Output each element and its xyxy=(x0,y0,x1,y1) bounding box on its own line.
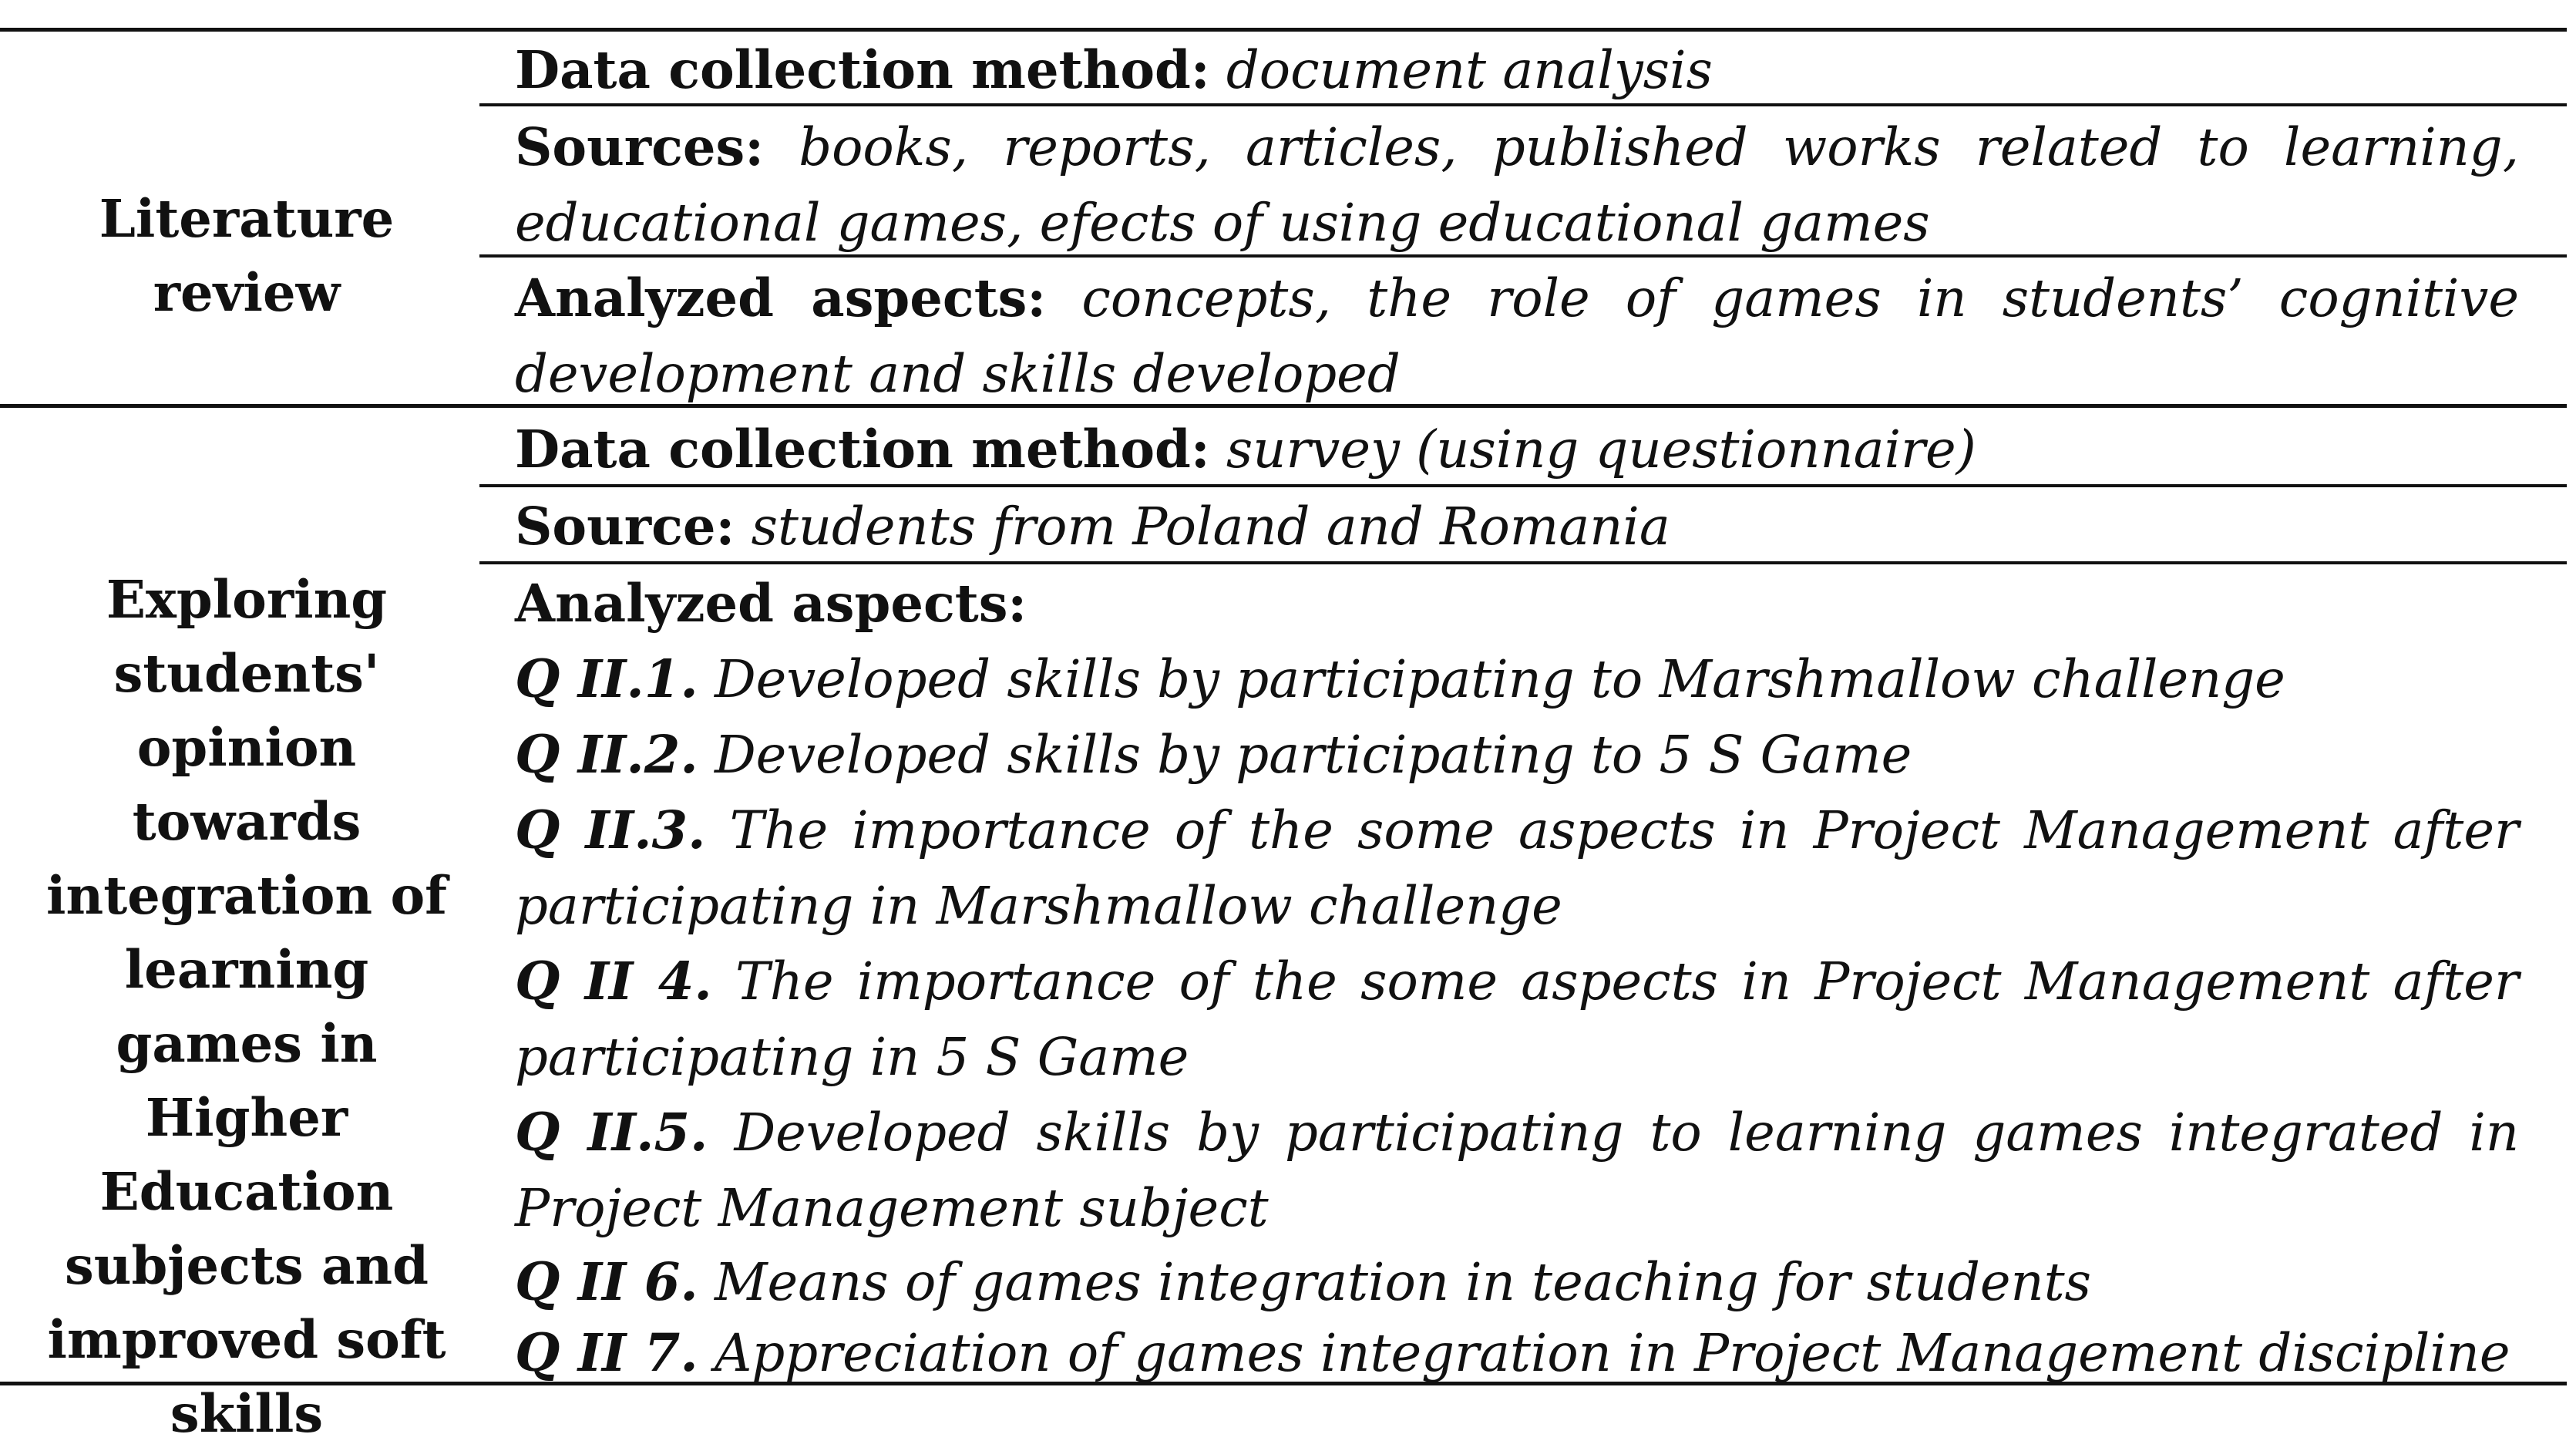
cell-label: Source: xyxy=(515,496,735,557)
table-cell xyxy=(515,489,2519,564)
question-text: Developed skills by participating to Marshmallow challenge xyxy=(714,649,2285,709)
cell-label: Data collection method: xyxy=(515,419,1210,480)
question-item xyxy=(515,1315,2519,1391)
table-cell xyxy=(515,566,2519,641)
cell-value: students from Poland and Romania xyxy=(751,497,1670,557)
cell-value: concepts, the role of games in students’ cognitive development and skills developed xyxy=(515,268,2519,404)
cell-label: Analyzed aspects: xyxy=(515,573,1027,634)
table-cell xyxy=(515,261,2519,412)
question-text: The importance of the some aspects in Project Management after participating in Marshmallow challenge xyxy=(515,800,2519,936)
cell-label: Analyzed aspects: xyxy=(515,268,1047,328)
cell-value: books, reports, articles, published works related to learning, educational games, efects of using educational games xyxy=(515,117,2519,253)
question-item xyxy=(515,1095,2519,1246)
table-cell xyxy=(515,32,2519,108)
question-item xyxy=(515,944,2519,1095)
section-label: Literature review xyxy=(99,188,395,323)
question-id: Q II.1. xyxy=(515,648,698,709)
cell-label: Sources: xyxy=(515,116,764,177)
question-id: Q II.2. xyxy=(515,724,698,785)
question-text: The importance of the some aspects in Project Management after participating in 5 S Game xyxy=(515,951,2519,1087)
section-label: Exploring students' opinion towards integration of learning games in Higher Education subjects and improved soft skills xyxy=(46,569,447,1444)
cell-label: Data collection method: xyxy=(515,39,1210,100)
question-item xyxy=(515,793,2519,944)
question-id: Q II.3. xyxy=(515,800,706,860)
question-item xyxy=(515,717,2519,793)
question-id: Q II 6. xyxy=(515,1251,698,1312)
question-item xyxy=(515,641,2519,717)
question-text: Appreciation of games integration in Project Management discipline xyxy=(714,1323,2510,1383)
question-text: Developed skills by participating to learning games integrated in Project Management subject xyxy=(515,1103,2519,1238)
table-cell xyxy=(515,412,2519,487)
question-id: Q II 7. xyxy=(515,1322,698,1383)
question-id: Q II 4. xyxy=(515,951,712,1012)
question-item xyxy=(515,1244,2519,1320)
question-id: Q II.5. xyxy=(515,1102,708,1163)
table-top-rule xyxy=(0,28,2567,32)
cell-value: survey (using questionnaire) xyxy=(1226,419,1976,480)
table-cell xyxy=(515,109,2519,261)
question-text: Developed skills by participating to 5 S Game xyxy=(714,725,1912,785)
cell-value: document analysis xyxy=(1226,40,1713,100)
question-text: Means of games integration in teaching for students xyxy=(714,1252,2092,1312)
